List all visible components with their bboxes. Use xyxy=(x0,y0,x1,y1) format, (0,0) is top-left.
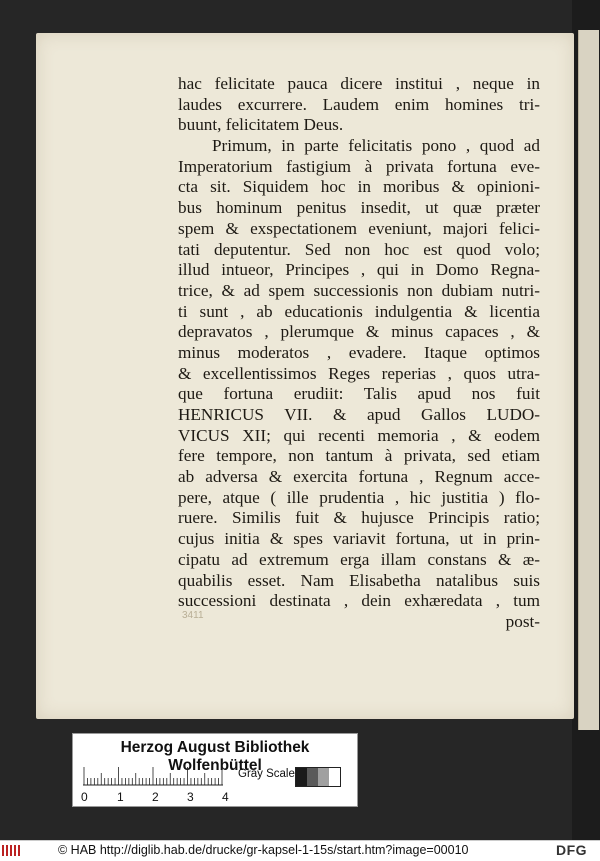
text-line: fere tempore, non tantum à privata, sed etiam xyxy=(178,446,540,466)
catchword: post- xyxy=(505,611,540,631)
page-text xyxy=(178,74,540,633)
gray-scale-label: Gray Scale xyxy=(238,768,295,780)
gray-patch xyxy=(329,768,340,786)
ruler-scale xyxy=(83,766,223,786)
text-line: buunt, felicitatem Deus. xyxy=(178,115,344,135)
gray-patch xyxy=(318,768,329,786)
text-line: minus moderatos , evadere. Itaque optimos xyxy=(178,342,540,362)
gray-patch xyxy=(307,768,318,786)
text-line: & excellentissimos Reges reperias , quos utra- xyxy=(178,363,540,383)
text-line: HENRICUS VII. & apud Gallos LUDO- xyxy=(178,405,540,424)
text-line: hac felicitate pauca dicere institui , neque in xyxy=(178,74,540,93)
ruler-number: 2 xyxy=(152,790,159,804)
source-url-link[interactable]: © HAB http://diglib.hab.de/drucke/gr-kapsel-1-15s/start.htm?image=00010 xyxy=(58,843,469,857)
next-page-edge xyxy=(578,30,599,730)
dfg-logo: DFG xyxy=(556,842,588,858)
text-line: spem & exspectationem eveniunt, majori felici- xyxy=(178,218,540,238)
text-line: cipatu ad extremum erga illam constans & æ- xyxy=(178,549,540,569)
ruler-number: 3 xyxy=(187,790,194,804)
text-line: bus hominum penitus insedit, ut quæ præter xyxy=(178,198,540,218)
text-line: ruere. Similis fuit & hujusce Principis ratio; xyxy=(178,508,540,528)
text-line: successioni destinata , dein exhæredata , tum xyxy=(178,591,540,611)
text-line: laudes excurrere. Laudem enim homines tri- xyxy=(178,94,540,114)
text-line: cta sit. Siquidem hoc in moribus & opinioni- xyxy=(178,177,540,197)
ruler-number: 4 xyxy=(222,790,229,804)
color-target-card xyxy=(72,733,358,807)
viewer-footer xyxy=(0,840,600,861)
text-line: que fortuna erudiit: Talis apud nos fuit xyxy=(178,384,540,404)
text-line: quabilis esset. Nam Elisabetha natalibus suis xyxy=(178,570,540,590)
gray-scale-patches xyxy=(295,767,341,787)
text-line: cujus initia & spes variavit fortuna, ut in prin- xyxy=(178,529,540,549)
ruler-number: 1 xyxy=(117,790,124,804)
ruler-numbers xyxy=(77,790,227,804)
gray-patch xyxy=(296,768,307,786)
text-line: pere, atque ( ille prudentia , hic justitia ) flo- xyxy=(178,487,540,507)
hab-logo-icon xyxy=(2,844,22,857)
text-line: Primum, in parte felicitatis pono , quod ad xyxy=(212,136,540,156)
ruler-number: 0 xyxy=(81,790,88,804)
text-line: VICUS XII; qui recenti memoria , & eodem xyxy=(178,425,540,445)
text-line: tati deputentur. Sed non hoc est quod volo; xyxy=(178,239,540,259)
text-line: illud intueor, Principes , qui in Domo Regna- xyxy=(178,260,540,280)
text-line: depravatos , plerumque & minus capaces , & xyxy=(178,322,540,342)
library-stamp: 3411 xyxy=(182,610,204,621)
text-line: trice, & ad spem successionis non dubiam nutri- xyxy=(178,280,540,300)
text-line: ti sunt , ab educationis indulgentia & licentia xyxy=(178,301,540,321)
text-line: Imperatorium fastigium à privata fortuna eve- xyxy=(178,156,540,176)
text-line: ab adversa & exercita fortuna , Regnum acce- xyxy=(178,467,540,487)
library-name: Herzog August Bibliothek Wolfenbüttel xyxy=(120,739,310,774)
